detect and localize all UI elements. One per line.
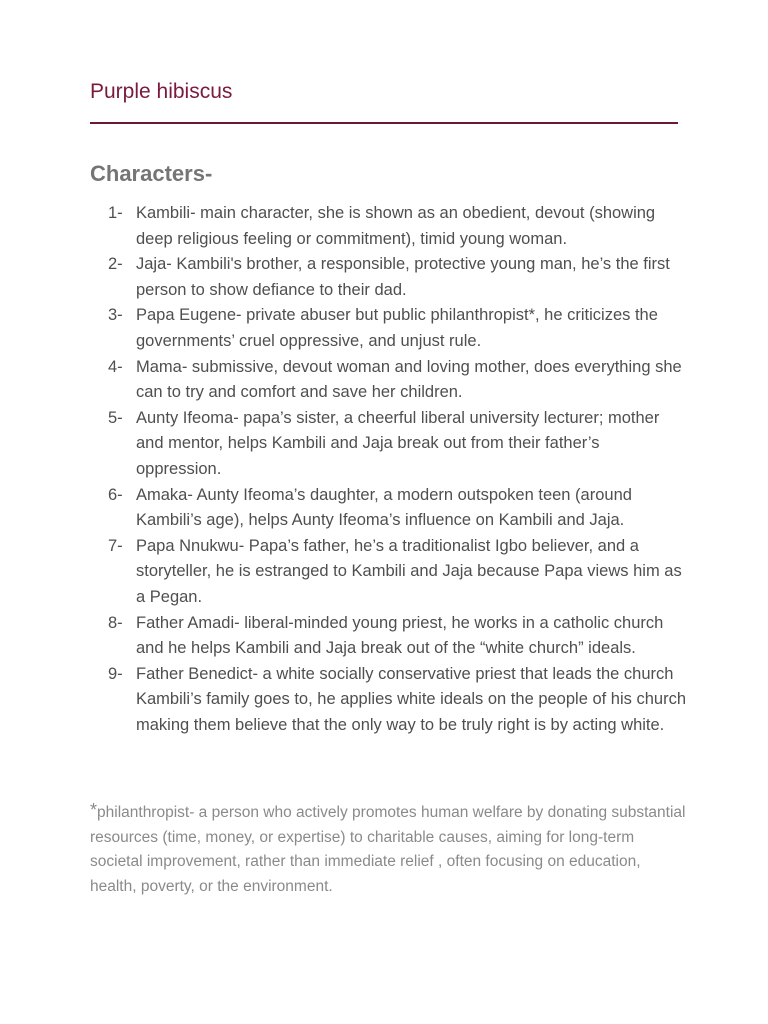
- list-text: Aunty Ifeoma- papa’s sister, a cheerful liberal university lecturer; mother and mentor, helps Kambili and Jaja break out from their father’s oppression.: [136, 408, 660, 478]
- list-text: Papa Eugene- private abuser but public philanthropist*, he criticizes the governments’ cruel oppressive, and unjust rule.: [136, 306, 658, 350]
- characters-list: [108, 201, 688, 738]
- list-item: [108, 303, 688, 354]
- footnote-marker: *: [90, 800, 98, 820]
- list-text: Kambili- main character, she is shown as an obedient, devout (showing deep religious feeling or commitment), timid young woman.: [136, 204, 656, 248]
- list-number: 1-: [108, 204, 123, 222]
- list-number: 5-: [108, 408, 123, 427]
- list-number: 3-: [108, 306, 123, 325]
- list-number: 9-: [108, 664, 123, 683]
- list-text: Father Benedict- a white socially conservative priest that leads the church Kambili’s family goes to, he applies white ideals on the people of his church making them believe that the only way to be truly right is by acting white.: [136, 664, 687, 734]
- title-divider: [90, 122, 678, 124]
- list-item: [108, 406, 688, 483]
- list-item: [108, 534, 688, 611]
- document-title: Purple hibiscus: [90, 80, 233, 103]
- list-number: 4-: [108, 357, 123, 376]
- characters-heading: Characters-: [90, 161, 213, 186]
- footnote: [90, 799, 690, 899]
- list-text: Father Amadi- liberal-minded young priest, he works in a catholic church and he helps Kambili and Jaja break out of the “white church” ideals.: [136, 613, 664, 658]
- list-text: Mama- submissive, devout woman and loving mother, does everything she can to try and comfort and save her children.: [136, 357, 682, 402]
- list-number: 8-: [108, 613, 123, 632]
- list-item: [108, 201, 688, 252]
- list-item: [108, 252, 688, 303]
- list-text: Amaka- Aunty Ifeoma’s daughter, a modern outspoken teen (around Kambili’s age), helps Aunty Ifeoma’s influence on Kambili and Jaja.: [136, 485, 632, 530]
- footnote-text: philanthropist- a person who actively promotes human welfare by donating substantial resources (time, money, or expertise) to charitable causes, aiming for long-term societal improvement, rather than immediate relief , often focusing on education, health, poverty, or the environment.: [90, 804, 686, 895]
- list-number: 2-: [108, 255, 123, 274]
- list-item: [108, 611, 688, 662]
- list-number: 7-: [108, 536, 123, 555]
- list-item: [108, 662, 688, 739]
- list-text: Jaja- Kambili's brother, a responsible, protective young man, he’s the first person to show defiance to their dad.: [136, 255, 670, 299]
- list-item: [108, 483, 688, 534]
- list-text: Papa Nnukwu- Papa’s father, he’s a traditionalist Igbo believer, and a storyteller, he is estranged to Kambili and Jaja because Papa views him as a Pegan.: [136, 536, 682, 606]
- list-number: 6-: [108, 485, 123, 504]
- list-item: [108, 355, 688, 406]
